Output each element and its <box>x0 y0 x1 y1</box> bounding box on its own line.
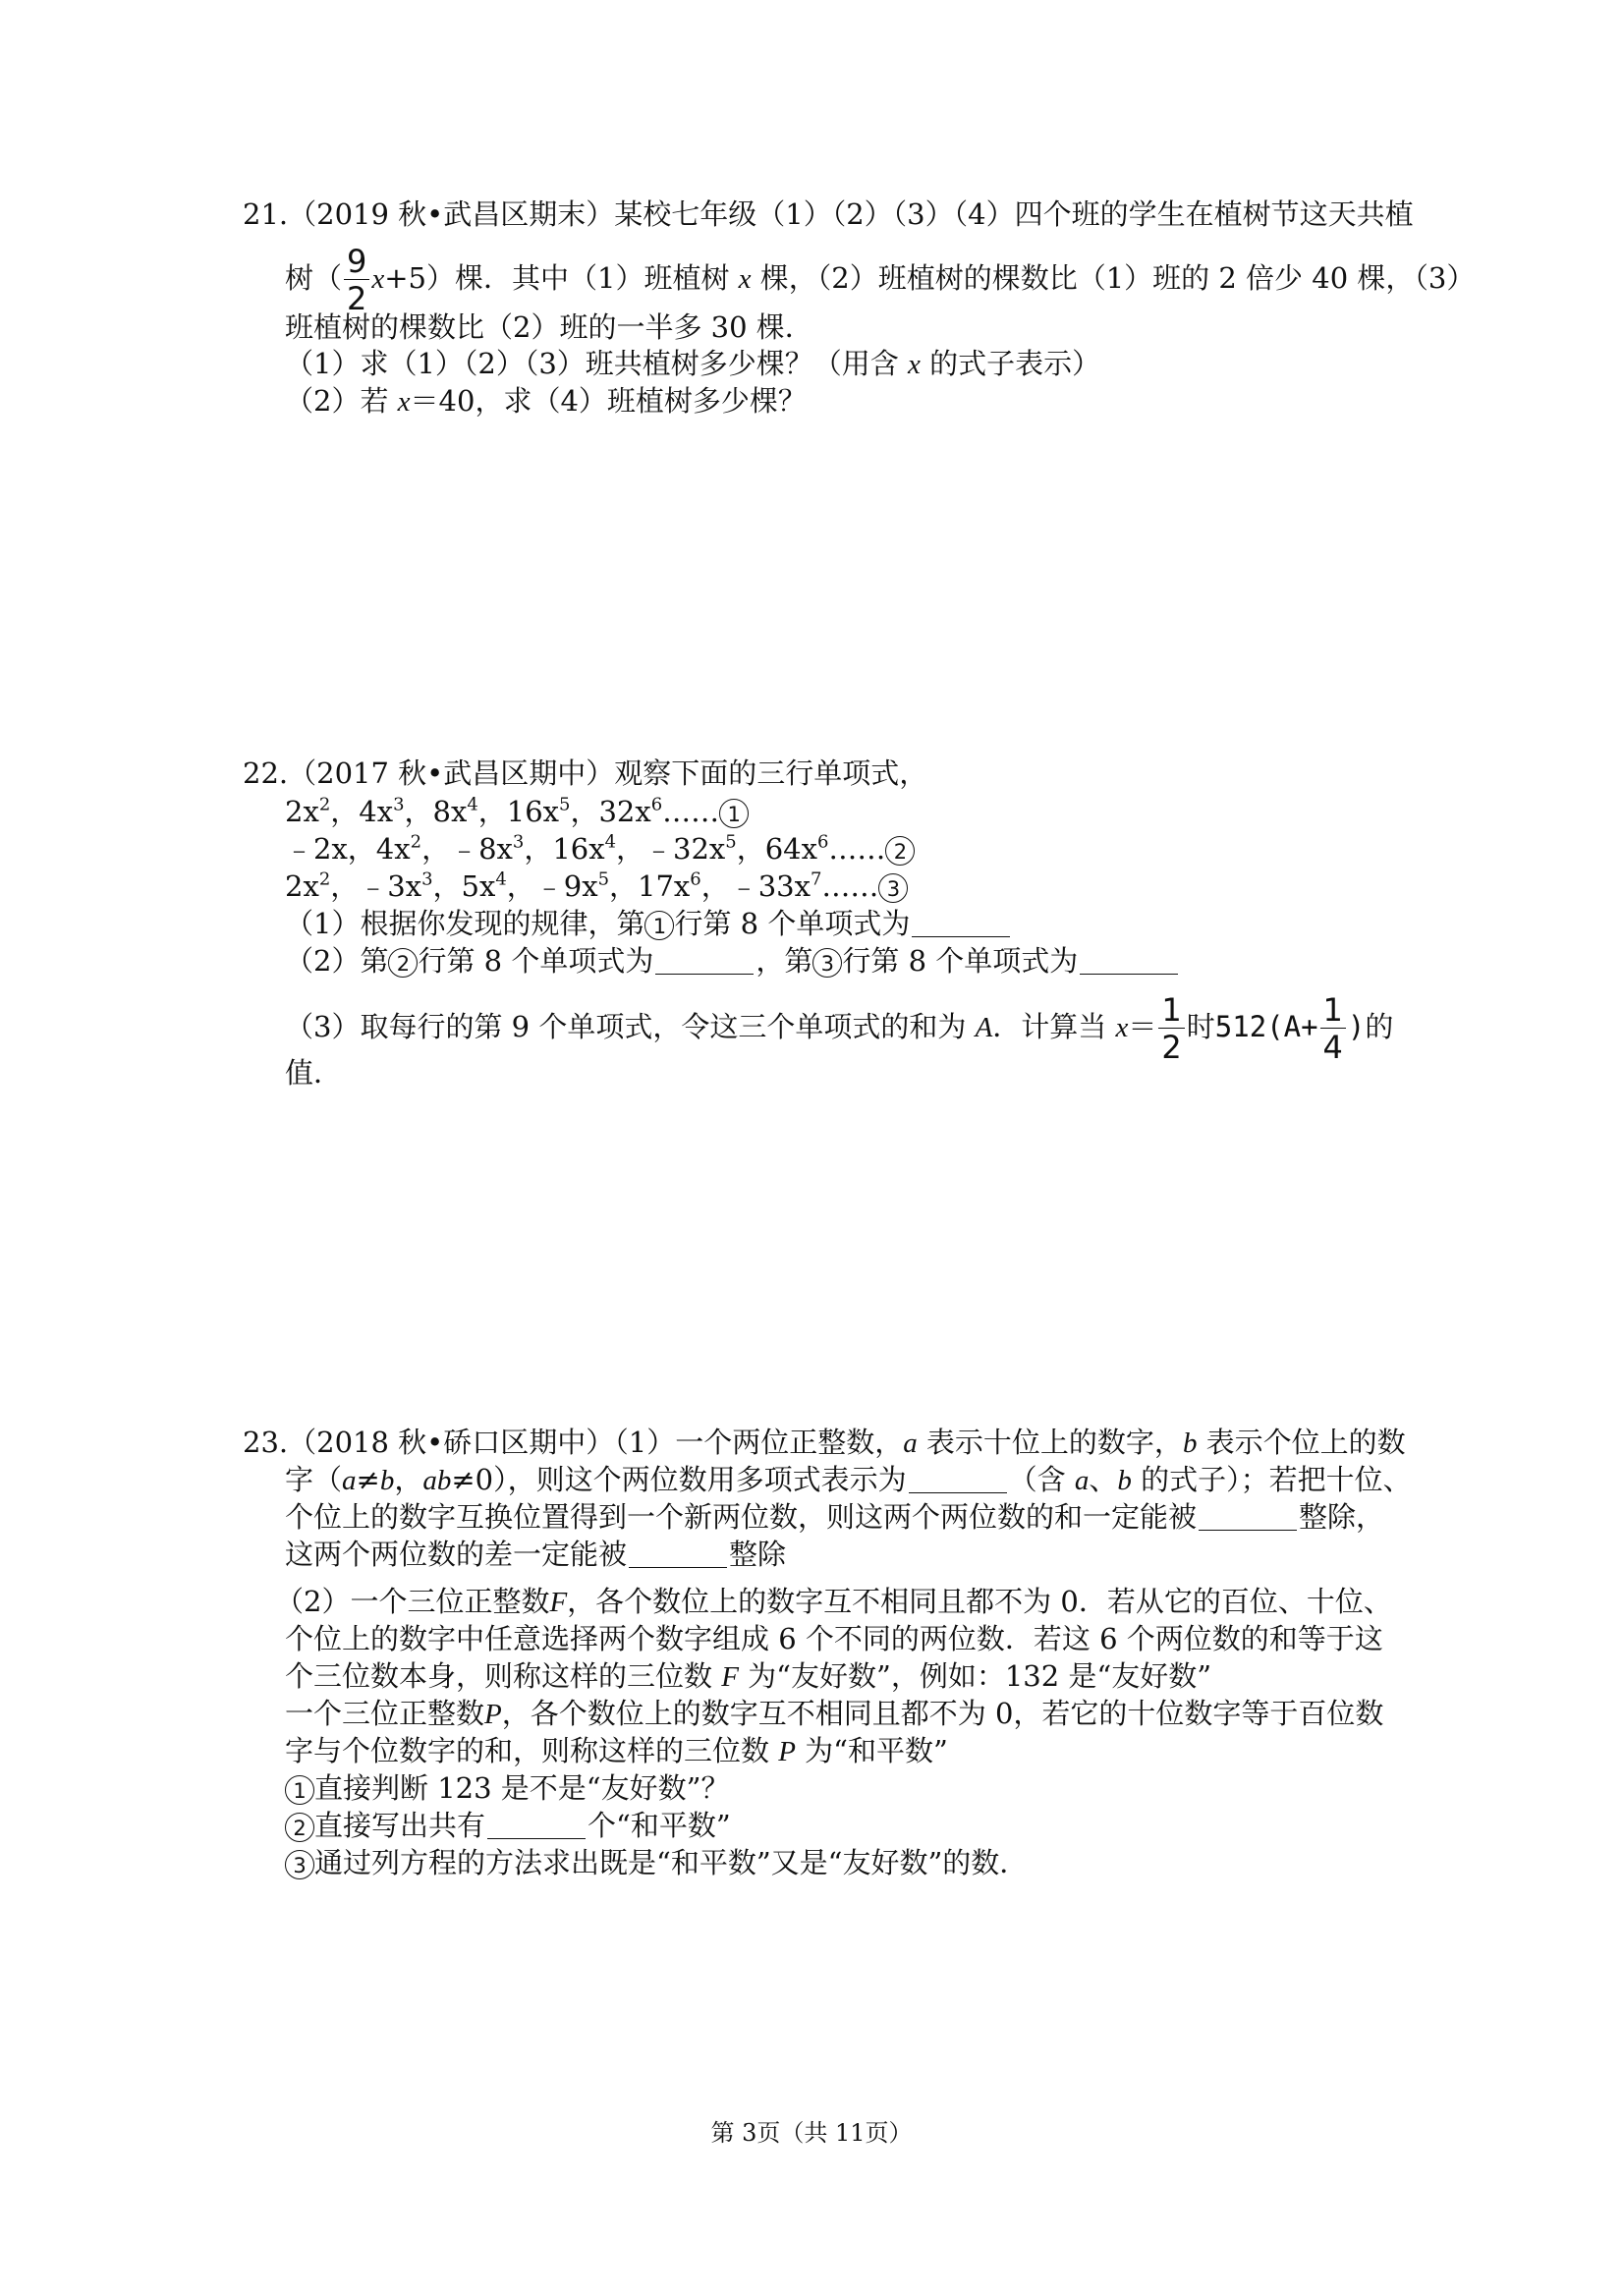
q23-var-b: b <box>1117 1465 1132 1496</box>
q22-exp: 6 <box>690 868 701 890</box>
q21-source: （2019 秋•武昌区期末） <box>288 197 615 231</box>
answer-blank[interactable] <box>629 1541 727 1568</box>
q21-number: 21. <box>243 197 289 231</box>
page-footer: 第 3页（共 11页） <box>710 2119 913 2147</box>
q21-text: （2）若 <box>285 384 389 418</box>
q22-exp: 2 <box>410 831 422 853</box>
q22-exp: 5 <box>559 794 571 815</box>
q23-text: 整除， <box>1299 1500 1385 1534</box>
q23-var-ab: ab <box>422 1465 452 1496</box>
q22-exp: 3 <box>393 794 405 815</box>
q22-text: 值． <box>285 1056 343 1090</box>
q21-line3 <box>285 308 813 347</box>
circled-1-icon: 1 <box>285 1775 314 1805</box>
q23-line1 <box>243 1423 1406 1463</box>
answer-blank[interactable] <box>1080 948 1178 975</box>
q23-text: ≠0），则这个两位数用多项式表示为 <box>451 1463 907 1496</box>
q23-text: 个位上的数字互换位置得到一个新两位数，则这两个两位数的和一定能被 <box>285 1500 1198 1534</box>
q22-exp: 3 <box>421 868 433 890</box>
q22-text: （3）取每行的第 9 个单项式，令这三个单项式的和为 <box>285 1010 967 1043</box>
q22-text: ，第 <box>756 944 813 978</box>
q22-term: ，5x <box>432 869 496 903</box>
q21-text: （1）求（1）（2）（3）班共植树多少棵？（用含 <box>285 347 899 380</box>
q23-text: 字（ <box>285 1463 343 1496</box>
q21-var-x: x <box>738 263 752 295</box>
q23-text: （2018 秋•硚口区期中）（1）一个两位正整数， <box>288 1426 904 1459</box>
q23-text: 整除 <box>729 1538 787 1571</box>
q22-term: 2x <box>285 869 319 903</box>
q23-line9 <box>285 1731 948 1771</box>
q22-number: 22. <box>243 756 289 790</box>
answer-blank[interactable] <box>487 1813 586 1839</box>
q23-text: 一个三位正整数 <box>285 1697 485 1730</box>
q23-text: ，各个数位上的数字互不相同且都不为 0，若它的十位数字等于百位数 <box>501 1697 1384 1730</box>
q23-line7 <box>285 1656 1211 1697</box>
q21-text: ＝40，求（4）班植树多少棵？ <box>410 384 807 418</box>
circled-1-icon: 1 <box>719 799 749 828</box>
q22-ellipsis: …… <box>821 869 879 903</box>
q22-text: 行第 8 个单项式为 <box>842 944 1079 978</box>
q22-term: ，17x <box>609 869 691 903</box>
q21-text: 棵，（2）班植树的棵数比（1）班的 2 倍少 40 棵，（3） <box>759 261 1476 295</box>
q22-text: （2）第 <box>285 944 389 978</box>
q22-exp: 6 <box>816 831 829 853</box>
q22-term: ，﹣3x <box>330 869 422 903</box>
q23-var-b: b <box>379 1465 395 1496</box>
q22-text: 时 <box>1186 1010 1215 1043</box>
q22-term: ，﹣8x <box>421 832 513 866</box>
q23-text: 字与个位数字的和，则称这样的三位数 <box>285 1734 770 1767</box>
q21-var-x: x <box>908 349 921 380</box>
q22-term: ，64x <box>736 832 817 866</box>
q22-part2 <box>285 941 1180 980</box>
q23-text: 、 <box>1089 1463 1118 1496</box>
circled-2-icon: 2 <box>388 948 418 978</box>
q22-exp: 2 <box>318 794 331 815</box>
q21-fraction <box>344 243 369 317</box>
q22-eq: ＝ <box>1128 1010 1157 1043</box>
circled-2-icon: 2 <box>285 1813 314 1842</box>
q21-part1 <box>285 344 1100 384</box>
q21-var-x: x <box>397 386 411 418</box>
q21-line2 <box>285 243 1476 317</box>
q22-line1 <box>243 754 927 793</box>
q23-var-a: a <box>903 1428 918 1459</box>
q21-frac-den: 2 <box>347 280 367 317</box>
q23-text: 表示十位上的数字， <box>925 1426 1183 1459</box>
q23-var-a: a <box>1074 1465 1090 1496</box>
q23-var-a: a <box>342 1465 357 1496</box>
q22-text: （1）根据你发现的规律，第 <box>285 907 645 940</box>
q22-exp: 4 <box>495 868 507 890</box>
q22-exp: 6 <box>650 794 663 815</box>
q23-var-F: F <box>721 1661 739 1693</box>
q22-term: ，8x <box>404 795 468 828</box>
q22-term: ，﹣9x <box>506 869 598 903</box>
q23-text: 通过列方程的方法求出既是“和平数”又是“友好数”的数． <box>314 1846 1029 1879</box>
answer-blank[interactable] <box>655 948 754 975</box>
q22-exp: 2 <box>318 868 331 890</box>
q22-part3-end <box>285 1053 342 1092</box>
half-fraction <box>1158 991 1184 1066</box>
q22-var-x: x <box>1115 1012 1129 1043</box>
q23-var-P: P <box>484 1699 502 1730</box>
q22-term: ，﹣33x <box>700 869 811 903</box>
frac-num: 1 <box>1158 994 1184 1029</box>
q22-term: ，﹣32x <box>616 832 726 866</box>
q23-text: ， <box>394 1463 423 1496</box>
q23-sub3 <box>285 1843 1028 1882</box>
q22-exp: 5 <box>725 831 737 853</box>
q23-number: 23. <box>243 1426 289 1459</box>
quarter-fraction <box>1320 991 1346 1066</box>
q23-line8 <box>285 1694 1383 1734</box>
answer-blank[interactable] <box>1199 1504 1297 1531</box>
q23-text: 个位上的数字中任意选择两个数字组成 6 个不同的两位数．若这 6 个两位数的和等于这 <box>285 1622 1383 1655</box>
q22-term: 2x <box>285 795 319 828</box>
q21-text: 的式子表示） <box>929 347 1101 380</box>
q23-text: 这两个两位数的差一定能被 <box>285 1538 628 1571</box>
q23-text: ，各个数位上的数字互不相同且都不为 0．若从它的百位、十位、 <box>567 1585 1392 1618</box>
q23-text: 直接判断 123 是不是“友好数”？ <box>314 1771 730 1805</box>
q22-term: ，16x <box>477 795 560 828</box>
q23-text: 直接写出共有 <box>314 1809 486 1842</box>
q22-ellipsis: …… <box>662 795 720 828</box>
circled-2-icon: 2 <box>885 836 915 866</box>
q23-text: 个“和平数” <box>588 1809 731 1842</box>
q23-sub1 <box>285 1768 729 1808</box>
frac-den: 2 <box>1161 1029 1182 1066</box>
q23-line5 <box>275 1582 1392 1622</box>
frac-den: 4 <box>1322 1029 1343 1066</box>
circled-3-icon: 3 <box>812 948 842 978</box>
q22-term: ，32x <box>570 795 651 828</box>
q22-text: 的 <box>1365 1010 1394 1043</box>
circled-3-icon: 3 <box>878 873 908 903</box>
q23-line6 <box>285 1619 1383 1658</box>
q22-part3 <box>285 991 1394 1066</box>
q22-row2 <box>285 829 915 868</box>
q22-term: ，4x <box>330 795 394 828</box>
q22-part1 <box>285 904 1012 943</box>
q22-term: ﹣2x，4x <box>285 832 411 866</box>
circled-1-icon: 1 <box>644 911 674 940</box>
q23-var-F: F <box>549 1587 568 1618</box>
q22-expression: 512(A+ <box>1214 1010 1318 1043</box>
q21-var-x: x <box>371 263 385 295</box>
q22-term: ，16x <box>524 832 605 866</box>
q22-exp: 4 <box>604 831 617 853</box>
q22-expression: ) <box>1347 1010 1366 1043</box>
q23-line2 <box>285 1460 1412 1500</box>
q22-exp: 4 <box>467 794 478 815</box>
q21-text: +5）棵．其中（1）班植树 <box>384 261 730 295</box>
q22-intro: （2017 秋•武昌区期中）观察下面的三行单项式， <box>288 756 928 790</box>
q23-text: 为“友好数”，例如：132 是“友好数” <box>748 1659 1212 1693</box>
frac-num: 1 <box>1320 994 1346 1029</box>
q23-text: 的式子）；若把十位、 <box>1141 1463 1412 1496</box>
q21-frac-num: 9 <box>344 246 369 280</box>
q22-exp: 3 <box>512 831 525 853</box>
answer-blank[interactable] <box>912 911 1010 937</box>
q23-var-P: P <box>778 1736 796 1767</box>
q23-neq: ≠ <box>356 1463 380 1496</box>
q23-line4 <box>285 1535 786 1574</box>
q21-line1 <box>243 195 1414 234</box>
q22-exp: 7 <box>810 868 822 890</box>
q23-text: （含 <box>1008 1463 1066 1496</box>
q22-text: 行第 8 个单项式为 <box>674 907 911 940</box>
q21-text: 班植树的棵数比（2）班的一半多 30 棵． <box>285 310 813 344</box>
q22-ellipsis: …… <box>828 832 886 866</box>
q23-text: 个三位数本身，则称这样的三位数 <box>285 1659 713 1693</box>
q23-line3 <box>285 1497 1384 1537</box>
circled-3-icon: 3 <box>285 1850 314 1879</box>
answer-blank[interactable] <box>909 1467 1007 1493</box>
q23-var-b: b <box>1182 1428 1198 1459</box>
q23-text: 为“和平数” <box>805 1734 948 1767</box>
q22-row3 <box>285 867 908 906</box>
q22-text: 行第 8 个单项式为 <box>418 944 654 978</box>
q21-text-line1: 某校七年级（1）（2）（3）（4）四个班的学生在植树节这天共植 <box>614 197 1414 231</box>
q22-text: ．计算当 <box>992 1010 1107 1043</box>
q22-var-A: A <box>975 1012 993 1043</box>
q23-text: 表示个位上的数 <box>1205 1426 1406 1459</box>
q22-exp: 5 <box>597 868 609 890</box>
q22-row1 <box>285 792 749 831</box>
q23-sub2 <box>285 1806 731 1845</box>
q21-part2 <box>285 381 807 421</box>
q21-text: 树（ <box>285 261 343 295</box>
q23-text: （2）一个三位正整数 <box>275 1585 550 1618</box>
